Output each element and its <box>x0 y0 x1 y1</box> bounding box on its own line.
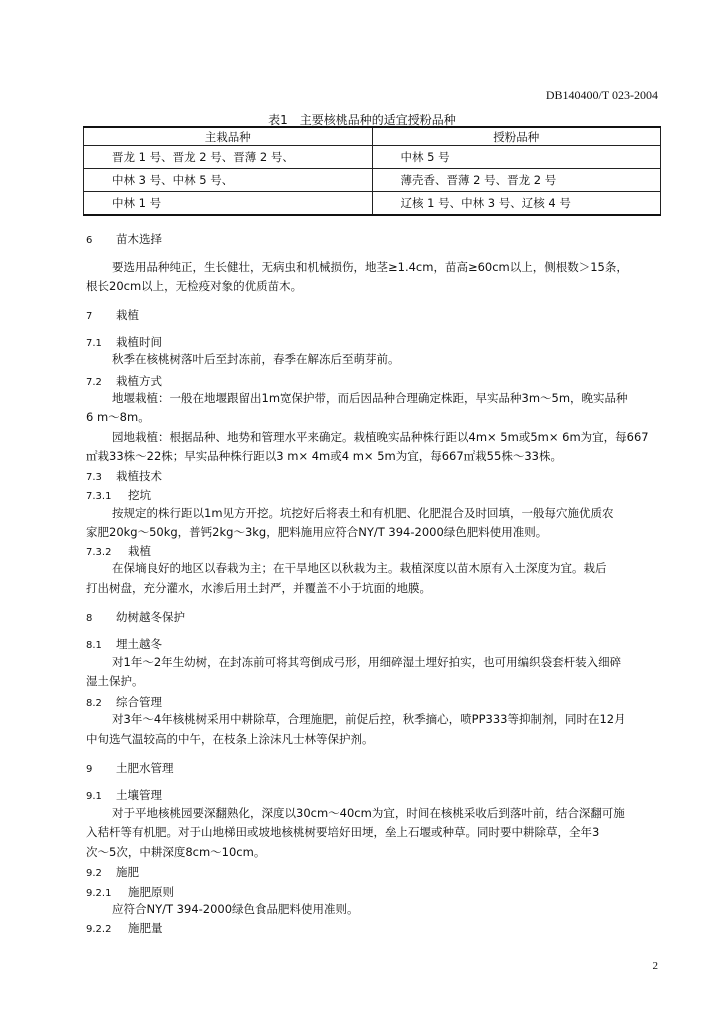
paragraph-line: 家肥20kg～50kg，普钙2kg～3kg，肥料施用应符合NY/T 394-2000绿色肥料使用准则。 <box>86 525 548 539</box>
section-heading-9-2-2: 9.2.2 施肥量 <box>86 921 163 935</box>
paragraph-line: ㎡栽33株～22株；早实品种株行距以3 m× 4m或4 m× 5m为宜，每667㎡栽55株～33株。 <box>86 449 562 463</box>
paragraph-line: 打出树盘，充分灌水，水渗后用土封严，并覆盖不小于坑面的地膜。 <box>86 581 431 595</box>
table-cell: 薄壳香、晋薄 2 号、晋龙 2 号 <box>372 169 661 192</box>
paragraph-line: 按规定的株行距以1m见方开挖。坑挖好后将表土和有机肥、化肥混合及时回填，一般每穴施优质农 <box>112 506 614 520</box>
paragraph-line: 园地栽植：根据品种、地势和管理水平来确定。栽植晚实品种株行距以4m× 5m或5m× 6m为宜，每667 <box>112 430 649 444</box>
table-row <box>84 192 661 216</box>
table-row <box>84 146 661 169</box>
section-heading-9-1: 9.1 土壤管理 <box>86 788 162 802</box>
table-row <box>84 169 661 192</box>
paragraph-line: 湿土保护。 <box>86 674 144 688</box>
section-heading-6: 6 苗木选择 <box>86 232 162 246</box>
paragraph-line: 地堰栽植：一般在地堰跟留出1m宽保护带，而后因品种合理确定株距，早实品种3m～5m，晚实品种 <box>112 391 628 405</box>
paragraph-line: 要选用品种纯正，生长健壮，无病虫和机械损伤，地茎≥1.4cm，苗高≥60cm以上，侧根数＞15条， <box>112 260 628 274</box>
standard-number: DB140400/T 023-2004 <box>545 88 658 102</box>
paragraph-line: 次～5次，中耕深度8cm～10cm。 <box>86 845 266 859</box>
paragraph-line: 对3年～4年核桃树采用中耕除草，合理施肥，前促后控，秋季摘心，喷PP333等抑制剂，同时在12月 <box>112 712 626 726</box>
table-cell: 中林 1 号 <box>84 192 373 216</box>
section-heading-9-2: 9.2 施肥 <box>86 865 139 879</box>
section-heading-9-2-1: 9.2.1 施肥原则 <box>86 885 174 899</box>
paragraph-line: 对于平地核桃园要深翻熟化，深度以30cm～40cm为宜，时间在核桃采收后到落叶前，结合深翻可施 <box>112 806 625 820</box>
section-heading-9: 9 土肥水管理 <box>86 761 174 775</box>
section-heading-7: 7 栽植 <box>86 308 139 322</box>
paragraph-line: 秋季在核桃树落叶后至封冻前，春季在解冻后至萌芽前。 <box>112 352 400 366</box>
page-number: 2 <box>652 960 658 972</box>
paragraph-line: 在保墒良好的地区以春栽为主；在干旱地区以秋栽为主。栽植深度以苗木原有入土深度为宜。栽后 <box>112 561 607 575</box>
section-heading-7-3-1: 7.3.1 挖坑 <box>86 488 151 502</box>
section-heading-8: 8 幼树越冬保护 <box>86 610 185 624</box>
table-header-pollinator: 授粉品种 <box>372 127 661 146</box>
section-heading-7-1: 7.1 栽植时间 <box>86 335 162 349</box>
paragraph-line: 对1年～2年生幼树，在封冻前可将其弯倒成弓形，用细碎湿土埋好拍实，也可用编织袋套杆装入细碎 <box>112 655 622 669</box>
paragraph-line: 根长20cm以上，无检疫对象的优质苗木。 <box>86 279 303 293</box>
table-cell: 辽核 1 号、中林 3 号、辽核 4 号 <box>372 192 661 216</box>
paragraph-line: 中旬选气温较高的中午，在枝条上涂沫凡士林等保护剂。 <box>86 732 374 746</box>
pollinator-table <box>83 126 661 216</box>
table-cell: 中林 5 号 <box>372 146 661 169</box>
paragraph-line: 入秸杆等有机肥。对于山地梯田或坡地核桃树要培好田埂，垒上石堰或种草。同时要中耕除草，全年3 <box>86 825 600 839</box>
paragraph-line: 应符合NY/T 394-2000绿色食品肥料使用准则。 <box>112 902 359 916</box>
table-header-row <box>84 127 661 146</box>
section-heading-7-2: 7.2 栽植方式 <box>86 374 162 388</box>
section-heading-7-3: 7.3 栽植技术 <box>86 469 162 483</box>
section-heading-8-2: 8.2 综合管理 <box>86 695 162 709</box>
table-cell: 晋龙 1 号、晋龙 2 号、晋薄 2 号、 <box>84 146 373 169</box>
table-title: 表1 主要核桃品种的适宜授粉品种 <box>268 113 456 127</box>
section-heading-8-1: 8.1 埋土越冬 <box>86 637 162 651</box>
section-heading-7-3-2: 7.3.2 栽植 <box>86 544 151 558</box>
paragraph-line: 6 m～8m。 <box>86 410 150 424</box>
table-header-main: 主栽品种 <box>84 127 373 146</box>
table-cell: 中林 3 号、中林 5 号、 <box>84 169 373 192</box>
